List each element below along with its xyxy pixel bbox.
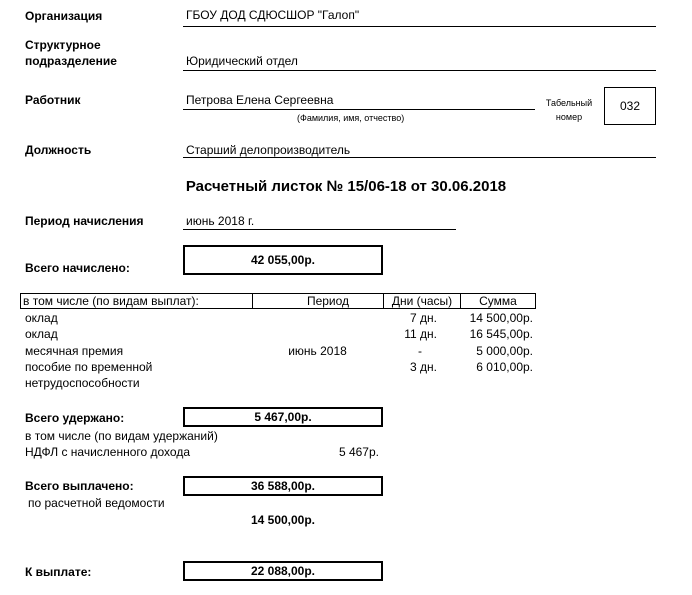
- position-label: Должность: [25, 143, 92, 157]
- withheld-label: Всего удержано:: [25, 411, 125, 425]
- page-title: Расчетный листок № 15/06-18 от 30.06.2018: [185, 178, 507, 195]
- row2-sum: 16 545,00р.: [469, 327, 533, 341]
- header-types: в том числе (по видам выплат):: [23, 294, 199, 308]
- row4-name-cont: нетрудоспособности: [25, 376, 140, 390]
- position-value: Старший делопроизводитель: [186, 143, 351, 157]
- period-underline: [183, 229, 456, 230]
- dept-label-1: Структурное: [25, 38, 101, 52]
- accrued-value: 42 055,00р.: [250, 253, 316, 267]
- to-pay-value: 22 088,00р.: [250, 564, 316, 578]
- withheld-box: [183, 407, 383, 427]
- withheld-sub-label: в том числе (по видам удержаний): [25, 429, 218, 443]
- accrued-box: [183, 245, 383, 275]
- row1-name: оклад: [25, 311, 58, 325]
- header-days: Дни (часы): [383, 294, 460, 308]
- position-underline: [183, 157, 656, 158]
- tab-number-value: 032: [619, 99, 641, 113]
- worker-value: Петрова Елена Сергеевна: [186, 93, 334, 107]
- row1-days: 7 дн.: [410, 311, 437, 325]
- org-label: Организация: [25, 9, 103, 23]
- dept-label-2: подразделение: [25, 54, 117, 68]
- worker-underline: [183, 109, 535, 110]
- row2-days: 11 дн.: [404, 327, 437, 341]
- row2-name: оклад: [25, 327, 58, 341]
- tab-number-box: [604, 87, 656, 125]
- paid-box: [183, 476, 383, 496]
- row4-days: 3 дн.: [410, 360, 437, 374]
- withheld-item-name: НДФЛ с начисленного дохода: [25, 445, 191, 459]
- paid-label: Всего выплачено:: [25, 479, 134, 493]
- org-underline: [183, 26, 656, 27]
- row4-sum: 6 010,00р.: [476, 360, 533, 374]
- accrued-label: Всего начислено:: [25, 261, 130, 275]
- header-period: Период: [252, 294, 403, 308]
- period-label: Период начисления: [25, 214, 144, 228]
- row3-name: месячная премия: [25, 344, 124, 358]
- worker-label: Работник: [25, 93, 81, 107]
- org-value: ГБОУ ДОД СДЮСШОР "Галоп": [186, 8, 360, 22]
- worker-caption: (Фамилия, имя, отчество): [297, 113, 405, 123]
- tab-label-2: номер: [555, 112, 583, 122]
- paid-value: 36 588,00р.: [250, 479, 316, 493]
- dept-underline: [183, 70, 656, 71]
- row3-days: -: [418, 344, 422, 358]
- row1-sum: 14 500,00р.: [469, 311, 533, 325]
- row3-period: июнь 2018: [288, 344, 347, 358]
- dept-value: Юридический отдел: [186, 54, 298, 68]
- header-sum: Сумма: [460, 294, 535, 308]
- withheld-item-sum: 5 467р.: [338, 445, 379, 459]
- to-pay-label: К выплате:: [25, 565, 92, 579]
- withheld-value: 5 467,00р.: [254, 410, 312, 424]
- tab-label-1: Табельный: [545, 98, 593, 108]
- to-pay-box: [183, 561, 383, 581]
- period-value: июнь 2018 г.: [186, 214, 255, 228]
- row3-sum: 5 000,00р.: [476, 344, 533, 358]
- accrued-table-header: [20, 293, 536, 309]
- paid-sub-label: по расчетной ведомости: [28, 496, 165, 510]
- paid-sub-value: 14 500,00р.: [250, 513, 316, 527]
- row4-name: пособие по временной: [25, 360, 153, 374]
